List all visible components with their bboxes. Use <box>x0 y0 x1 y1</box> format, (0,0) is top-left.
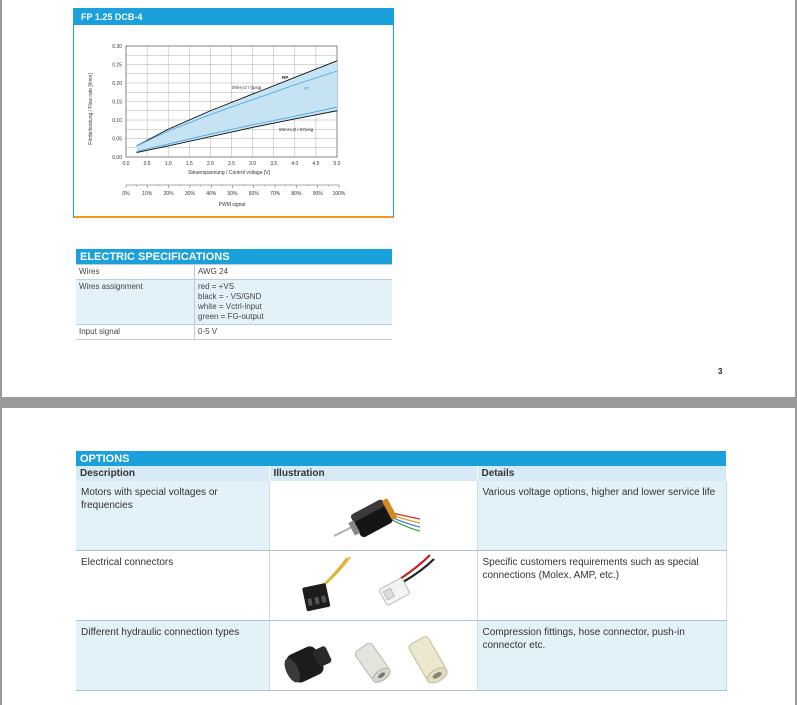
option-details: Compression fittings, hose connector, push-in connector etc. <box>477 621 726 691</box>
wire-line: green = FG-output <box>198 312 264 321</box>
x-tick-label: 2.0 <box>206 161 214 167</box>
column-header-description: Description <box>76 466 269 481</box>
x-tick-label: 3.5 <box>270 161 278 167</box>
option-description: Motors with special voltages or frequencies <box>76 481 269 551</box>
pwm-tick-label: 0% <box>122 191 130 197</box>
y-tick-label: 0.05 <box>112 136 122 143</box>
pwm-tick-label: 10% <box>142 191 153 197</box>
option-description: Different hydraulic connection types <box>76 621 269 691</box>
option-illustration <box>269 481 477 551</box>
annotation-rp: RP <box>282 75 289 80</box>
y-tick-label: 0.25 <box>112 62 122 69</box>
spec-label: Wires <box>76 265 195 280</box>
y-tick-label: 0.30 <box>112 43 122 50</box>
option-details: Specific customers requirements such as special connections (Molex, AMP, etc.) <box>477 551 726 621</box>
pwm-tick-label: 30% <box>184 191 195 197</box>
y-tick-label: 0.20 <box>112 80 122 87</box>
chart-accent-line <box>74 216 393 218</box>
hydraulic-fittings-image <box>270 621 478 690</box>
y-tick-label: 0.00 <box>112 154 122 161</box>
annotation-high-pressure: 60mH₂O / 87psig <box>279 127 314 132</box>
option-description: Electrical connectors <box>76 551 269 621</box>
x-tick-label: 4.0 <box>291 161 299 167</box>
pwm-tick-label: 40% <box>206 191 217 197</box>
x-tick-label: 2.5 <box>228 161 235 167</box>
column-header-details: Details <box>477 466 726 481</box>
x-tick-label: 0.0 <box>122 161 130 167</box>
table-row <box>76 280 392 325</box>
options-title: OPTIONS <box>76 451 726 466</box>
wire-line: black = - VS/GND <box>198 292 262 301</box>
y-tick-label: 0.10 <box>112 117 122 124</box>
pwm-tick-label: 100% <box>332 191 346 197</box>
x-tick-label: 1.0 <box>164 161 172 167</box>
annotation-rt: RT <box>304 86 310 91</box>
electric-specifications-title: ELECTRIC SPECIFICATIONS <box>76 249 392 264</box>
table-row <box>76 325 392 340</box>
spec-label: Wires assignment <box>76 280 195 325</box>
chart-title: FP 1.25 DCB-4 <box>74 9 393 25</box>
document-page-3 <box>2 0 795 397</box>
option-illustration <box>269 551 477 621</box>
spec-value <box>195 280 393 325</box>
wire-line: white = Vctrl-input <box>198 302 262 311</box>
chart-canvas <box>74 9 393 217</box>
x-axis-label: Steuerspannung / Control voltage [V] <box>188 170 270 176</box>
flow-rate-chart <box>73 8 394 218</box>
spec-value: 0-5 V <box>195 325 393 340</box>
spec-label: Input signal <box>76 325 195 340</box>
y-tick-label: 0.15 <box>112 99 122 106</box>
x-tick-label: 5.0 <box>333 161 341 167</box>
options-section <box>76 451 726 691</box>
pwm-tick-label: 60% <box>248 191 259 197</box>
motor-image <box>270 481 478 550</box>
page-number: 3 <box>718 367 723 376</box>
column-header-illustration: Illustration <box>269 466 477 481</box>
options-table <box>76 466 727 691</box>
y-axis-label: Förderleistung / Flow rate [l/min] <box>88 73 94 145</box>
pwm-tick-label: 20% <box>163 191 174 197</box>
connector-image <box>270 551 478 620</box>
option-details: Various voltage options, higher and lower service life <box>477 481 726 551</box>
table-header-row <box>76 466 726 481</box>
option-illustration <box>269 621 477 691</box>
x-tick-labels <box>123 161 341 167</box>
x-tick-label: 3.0 <box>249 161 257 167</box>
pwm-tick-label: 90% <box>312 191 323 197</box>
table-row <box>76 265 392 280</box>
electric-spec-table <box>76 264 392 340</box>
spec-value: AWG 24 <box>195 265 393 280</box>
y-tick-labels <box>112 44 122 161</box>
pwm-axis-label: PWM signal <box>218 202 246 208</box>
table-row <box>76 481 726 551</box>
pwm-tick-label: 50% <box>227 191 238 197</box>
annotation-zero-pressure: 0mH₂O / 0psig <box>232 85 262 90</box>
x-tick-label: 4.5 <box>312 161 320 167</box>
table-row <box>76 621 726 691</box>
x-tick-label: 1.5 <box>185 161 193 167</box>
pwm-axis <box>122 185 346 197</box>
document-page-4 <box>2 408 795 705</box>
wire-line: red = +VS <box>198 282 235 291</box>
electric-specifications <box>76 249 392 340</box>
table-row <box>76 551 726 621</box>
x-tick-label: 0.5 <box>143 161 151 167</box>
pwm-tick-label: 80% <box>291 191 302 197</box>
pwm-tick-label: 70% <box>270 191 281 197</box>
